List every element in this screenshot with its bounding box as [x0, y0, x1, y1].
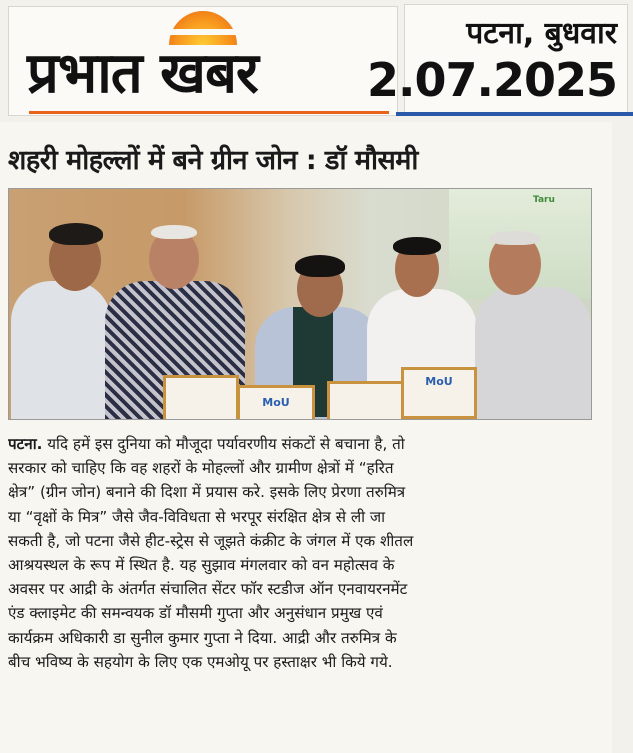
mou-folder-far-right — [401, 367, 477, 419]
mou-folder-center — [237, 385, 315, 420]
article-line-6: आश्रयस्थल के रूप में स्थित है. यह सुझाव मंगलवार को वन महोत्सव के — [8, 556, 395, 575]
article-line-4: या “वृक्षों के मित्र” जैसे जैव-विविधता से भरपूर संरक्षित क्षेत्र से ली जा — [8, 507, 386, 526]
masthead-rule — [396, 112, 633, 116]
article-line-7: अवसर पर आद्री के अंतर्गत संचालित सेंटर फॉर स्टडीज ऑन एनवायरनमेंट — [8, 580, 408, 599]
newspaper-name: प्रभात खबर — [27, 41, 258, 106]
logo-underline — [29, 111, 389, 114]
article-headline: शहरी मोहल्लों में बने ग्रीन जोन : डॉ मौसमी — [8, 145, 418, 176]
article-line-1: पटना. यदि हमें इस दुनिया को मौजूदा पर्यावरणीय संकटों से बचाना है, तो — [8, 435, 405, 453]
issue-date: 2.07.2025 — [367, 53, 617, 107]
mou-folder-right — [327, 381, 405, 420]
newspaper-masthead — [0, 0, 633, 122]
article-line-2: सरकार को चाहिए कि वह शहरों के मोहल्लों और ग्रामीण क्षेत्रों में “हरित — [8, 459, 394, 478]
news-photo — [8, 188, 592, 420]
newspaper-logo — [8, 6, 398, 116]
mou-label-2: MoU — [425, 375, 453, 388]
mou-label-1: MoU — [262, 396, 290, 409]
article-dateline: पटना. — [8, 435, 43, 453]
article-line-3: क्षेत्र” (ग्रीन जोन) बनाने की दिशा में प्रयास करे. इसके लिए प्रेरणा तरुमित्र — [8, 483, 406, 502]
article-line-9: कार्यक्रम अधिकारी डा सुनील कुमार गुप्ता ने दिया. आद्री और तरुमित्र के — [8, 628, 397, 647]
article-line-5: सकती है, जो पटना जैसे हीट-स्ट्रेस से जूझते कंक्रीट के जंगल में एक शीतल — [8, 531, 414, 550]
banner-logo-text: Taru — [533, 195, 555, 205]
place-and-day: पटना, बुधवार — [466, 16, 617, 51]
mou-folder-left — [163, 375, 239, 420]
article-body — [8, 432, 604, 674]
article-line-10: बीच भविष्य के सहयोग के लिए एक एमओयू पर हस्ताक्षर भी किये गये. — [8, 652, 393, 671]
news-clipping — [0, 122, 612, 753]
dateline-box — [367, 4, 628, 116]
article-line-8: एंड क्लाइमेट की समन्वयक डॉ मौसमी गुप्ता और अनुसंधान प्रमुख एवं — [8, 604, 383, 623]
